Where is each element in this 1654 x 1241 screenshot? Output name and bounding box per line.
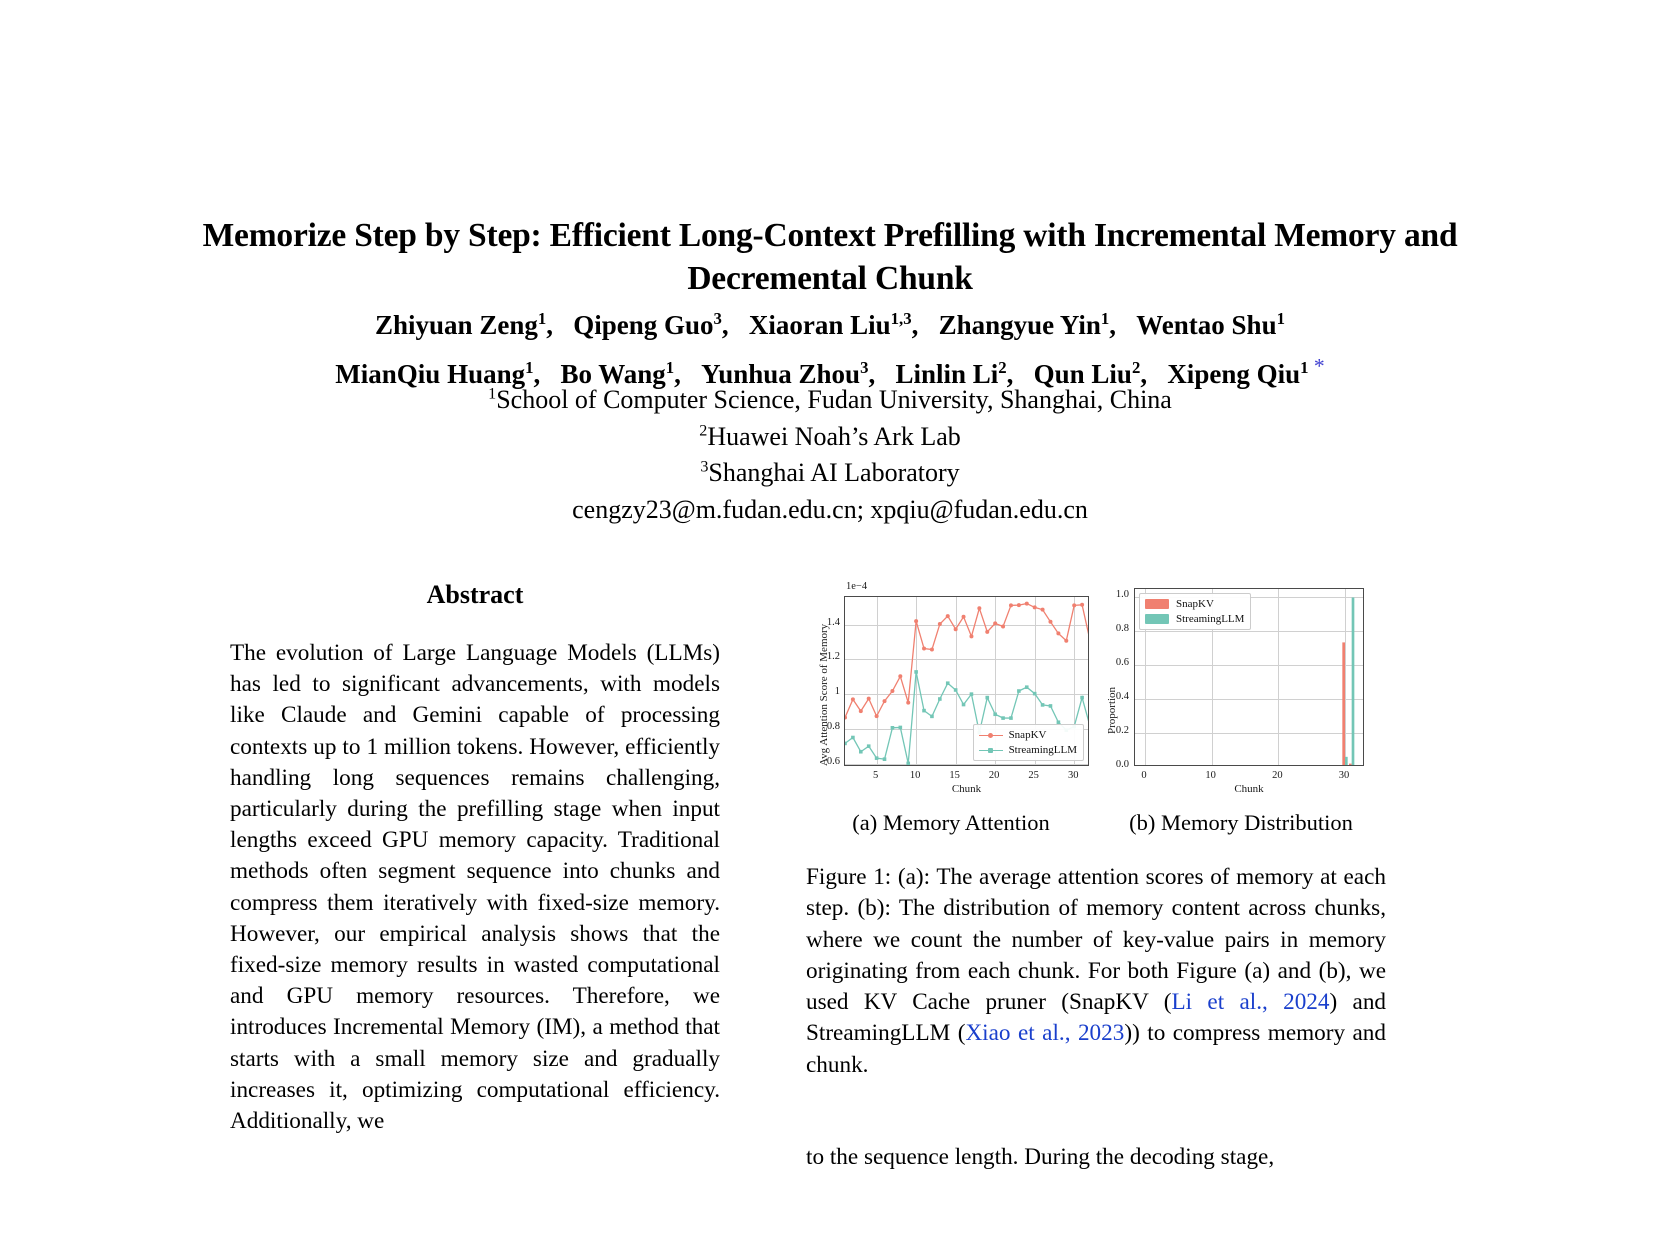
y-tick-label: 1.2: [826, 651, 840, 663]
y-tick-label: 0.0: [1115, 759, 1129, 770]
y-tick-label: 0.2: [1115, 725, 1129, 737]
affiliation-entry: [130, 382, 1530, 419]
author-name: MianQiu Huang: [335, 359, 526, 389]
data-point: [985, 696, 989, 700]
corresponding-author-marker: *: [1308, 354, 1325, 378]
data-point: [985, 630, 989, 634]
author-separator: ,: [721, 310, 749, 340]
data-point: [1041, 703, 1045, 707]
y-axis-label: Avg Attention Score of Memory: [818, 623, 830, 766]
data-point: [1072, 603, 1076, 607]
x-tick-label: 20: [988, 770, 1000, 781]
author-affiliation-marker: 1: [665, 358, 675, 377]
data-point: [930, 715, 934, 719]
data-point: [1064, 639, 1068, 643]
y-tick-label: 0.8: [1115, 623, 1129, 635]
x-tick-label: 25: [1028, 770, 1039, 781]
data-point: [1025, 685, 1029, 689]
author-affiliation-marker: 2: [1131, 358, 1141, 377]
plot-area-memory-distribution: [1134, 588, 1364, 766]
data-point: [962, 703, 966, 707]
x-tick-label: 0: [1141, 770, 1147, 781]
y-tick-label: 1: [834, 686, 840, 698]
plot-area-memory-attention: [844, 596, 1089, 766]
author-name: Xiaoran Liu: [748, 310, 891, 340]
affiliation-text: Shanghai AI Laboratory: [708, 458, 960, 487]
x-tick-label: 30: [1067, 770, 1079, 781]
legend-line-sample: [979, 745, 1003, 756]
data-point: [954, 688, 958, 692]
caption-text: ) and StreamingLLM (: [806, 989, 1387, 1047]
data-point: [1048, 620, 1052, 624]
data-point: [906, 701, 910, 705]
data-point: [962, 615, 966, 619]
data-point: [867, 697, 871, 701]
author-affiliation-marker: 1: [1276, 309, 1285, 328]
data-point: [914, 619, 918, 623]
legend-entry: [1145, 597, 1244, 611]
y-tick-label: 0.6: [826, 755, 840, 767]
affiliation-marker: 1: [488, 385, 497, 403]
legend-entry: [979, 743, 1077, 757]
author-line-1: [130, 305, 1530, 346]
bar: [1145, 765, 1148, 766]
bar: [1352, 597, 1355, 766]
data-point: [922, 709, 926, 713]
data-point: [845, 742, 847, 746]
data-point: [1033, 605, 1037, 609]
data-point: [1080, 696, 1084, 700]
data-point: [1009, 716, 1013, 720]
data-point: [859, 709, 863, 713]
author-affiliation-marker: 2: [998, 358, 1007, 377]
chart-memory-attention: [806, 572, 1096, 802]
author-name: Qun Liu: [1033, 359, 1132, 389]
author-name: Bo Wang: [560, 359, 666, 389]
page-title: Memorize Step by Step: Efficient Long-Context Prefilling with Incremental Memory and Decremental Chunk: [202, 217, 1458, 298]
x-axis-label: Chunk: [951, 783, 982, 795]
data-point: [1017, 603, 1021, 607]
data-point: [898, 674, 902, 678]
data-point: [1088, 724, 1089, 728]
data-point: [906, 762, 910, 766]
x-tick-label: 10: [1205, 770, 1216, 781]
abstract-heading: Abstract: [426, 580, 524, 609]
data-point: [1080, 603, 1084, 607]
data-point: [954, 627, 958, 631]
data-point: [977, 606, 981, 610]
author-name: Zhangyue Yin: [938, 310, 1101, 340]
legend-entry: [1145, 612, 1244, 626]
x-tick-label: 5: [872, 770, 879, 781]
author-affiliation-marker: 3: [860, 358, 869, 377]
author-separator: ,: [868, 359, 896, 389]
author-separator: ,: [1140, 359, 1168, 389]
data-point: [890, 689, 894, 693]
affiliation-entry: [130, 419, 1530, 456]
author-name: Qipeng Guo: [573, 310, 714, 340]
y-axis-label: Proportion: [1106, 686, 1118, 734]
author-affiliation-marker: 1: [537, 309, 547, 328]
bar: [1142, 765, 1145, 766]
x-tick-label: 15: [949, 770, 960, 781]
data-point: [993, 712, 997, 716]
data-point: [930, 648, 934, 652]
subcaption-a: (a) Memory Attention: [852, 810, 1050, 835]
data-point: [851, 736, 855, 740]
author-affiliation-marker: 1: [1100, 309, 1110, 328]
author-affiliation-marker: 3: [713, 309, 722, 328]
data-point: [1017, 689, 1021, 693]
caption-text: )) to compress memory and chunk.: [806, 1020, 1386, 1078]
author-affiliation-marker: 1: [1300, 358, 1309, 377]
contact-emails: cengzy23@m.fudan.edu.cn; xpqiu@fudan.edu.cn: [572, 495, 1088, 524]
caption-text: Figure 1: (a): The average attention scores of memory at each step. (b): The distribution of memory content across chunks, where we count the number of key-value pairs in memory originating from each chunk. For both Figure (a) and (b), we used KV Cache pruner (Snap​KV (: [806, 864, 1386, 1016]
y-tick-label: 0.8: [826, 720, 840, 732]
data-point: [1001, 624, 1005, 628]
data-point: [891, 726, 895, 730]
author-separator: ,: [1109, 310, 1137, 340]
data-point: [946, 614, 950, 618]
data-point: [1056, 631, 1060, 635]
axis-offset-text: 1e−4: [846, 581, 868, 592]
author-name: Xipeng Qiu: [1167, 359, 1301, 389]
affiliation-marker: 2: [699, 421, 708, 439]
author-affiliation-marker: 1: [525, 358, 534, 377]
author-affiliation-marker: 1,3: [890, 309, 912, 328]
data-point: [859, 750, 863, 754]
x-tick-label: 20: [1272, 770, 1283, 781]
data-point: [883, 757, 887, 761]
legend-entry: [979, 728, 1077, 742]
chart-memory-distribution: [1096, 572, 1386, 802]
legend-color-swatch: [1145, 614, 1169, 624]
data-point: [1001, 716, 1005, 720]
author-separator: ,: [1006, 359, 1034, 389]
figure-caption: [806, 862, 1386, 1081]
data-point: [938, 697, 942, 701]
data-point: [969, 634, 973, 638]
y-tick-label: 0.6: [1115, 657, 1129, 669]
author-name: Wentao Shu: [1136, 310, 1277, 340]
data-point: [1041, 608, 1045, 612]
data-point: [1049, 704, 1053, 708]
legend-memory-distribution: [1139, 593, 1251, 630]
data-point: [970, 692, 974, 696]
figure-1: [806, 572, 1386, 802]
x-tick-label: 30: [1338, 770, 1350, 781]
x-tick-label: 10: [909, 770, 921, 781]
data-point: [875, 714, 879, 718]
data-point: [922, 647, 926, 651]
abstract-text: The evolution of Large Language Models (LLMs) has led to significant advancements, with models like Claude and Gemini capable of processing contexts up to 1 million tokens. However, efficiently handling long sequences remains challenging, particularly during the prefilling stage when input lengths exceed GPU memory capacity. Traditional methods often segment sequence into chunks and compress them iteratively with fixed-size memory. However, our empirical analysis shows that the fixed-size memory results in wasted computational and GPU memory resources. Therefore, we introduces Incremental Memory (IM), a method that starts with a small memory size and gradually increases it, optimizing computational efficiency. Additionally, we: [230, 640, 720, 1135]
legend-label: StreamingLLM: [1176, 613, 1245, 625]
author-separator: ,: [546, 310, 574, 340]
data-point: [1025, 602, 1029, 606]
data-point: [993, 621, 997, 625]
author-separator: ,: [533, 359, 561, 389]
subcaption-b: (b) Memory Distribution: [1129, 810, 1353, 835]
data-point: [1033, 692, 1037, 696]
affiliation-list: [130, 382, 1530, 492]
data-point: [1009, 603, 1013, 607]
body-text-continued: to the sequence length. During the decoding stage,: [806, 1144, 1275, 1170]
legend-line-sample: [979, 730, 1003, 741]
bar: [1342, 642, 1345, 766]
legend-color-swatch: [1145, 599, 1169, 609]
legend-label: StreamingLLM: [1008, 744, 1077, 756]
affiliation-text: Huawei Noah’s Ark Lab: [707, 421, 961, 451]
author-separator: ,: [674, 359, 702, 389]
data-point: [914, 670, 918, 674]
legend-memory-attention: [973, 724, 1084, 761]
author-separator: ,: [911, 310, 939, 340]
citation-link[interactable]: Xiao et al., 2023: [965, 1020, 1125, 1047]
y-tick-label: 1.0: [1115, 589, 1129, 601]
author-name: Linlin Li: [895, 359, 999, 389]
author-name: Zhiyuan Zeng: [375, 310, 538, 340]
y-tick-label: 1.4: [826, 616, 840, 628]
legend-label: SnapKV: [1176, 598, 1214, 610]
data-point: [845, 716, 847, 720]
data-point: [899, 726, 903, 730]
y-tick-label: 0.4: [1115, 691, 1129, 703]
data-point: [875, 756, 879, 760]
data-point: [851, 697, 855, 701]
bar: [1349, 764, 1352, 766]
bar: [1336, 765, 1339, 766]
affiliation-entry: [130, 455, 1530, 492]
author-name: Yunhua Zhou: [701, 359, 861, 389]
affiliation-marker: 3: [700, 458, 709, 476]
legend-label: SnapKV: [1008, 729, 1047, 741]
bar: [1345, 757, 1348, 766]
data-point: [867, 744, 871, 748]
x-axis-label: Chunk: [1234, 783, 1264, 795]
data-point: [938, 622, 942, 626]
data-point: [883, 699, 887, 703]
affiliation-text: School of Computer Science, Fudan University, Shanghai, China: [496, 385, 1172, 414]
data-point: [1088, 638, 1089, 642]
data-point: [946, 681, 950, 685]
citation-link[interactable]: Li et al., 2024: [1171, 989, 1330, 1016]
